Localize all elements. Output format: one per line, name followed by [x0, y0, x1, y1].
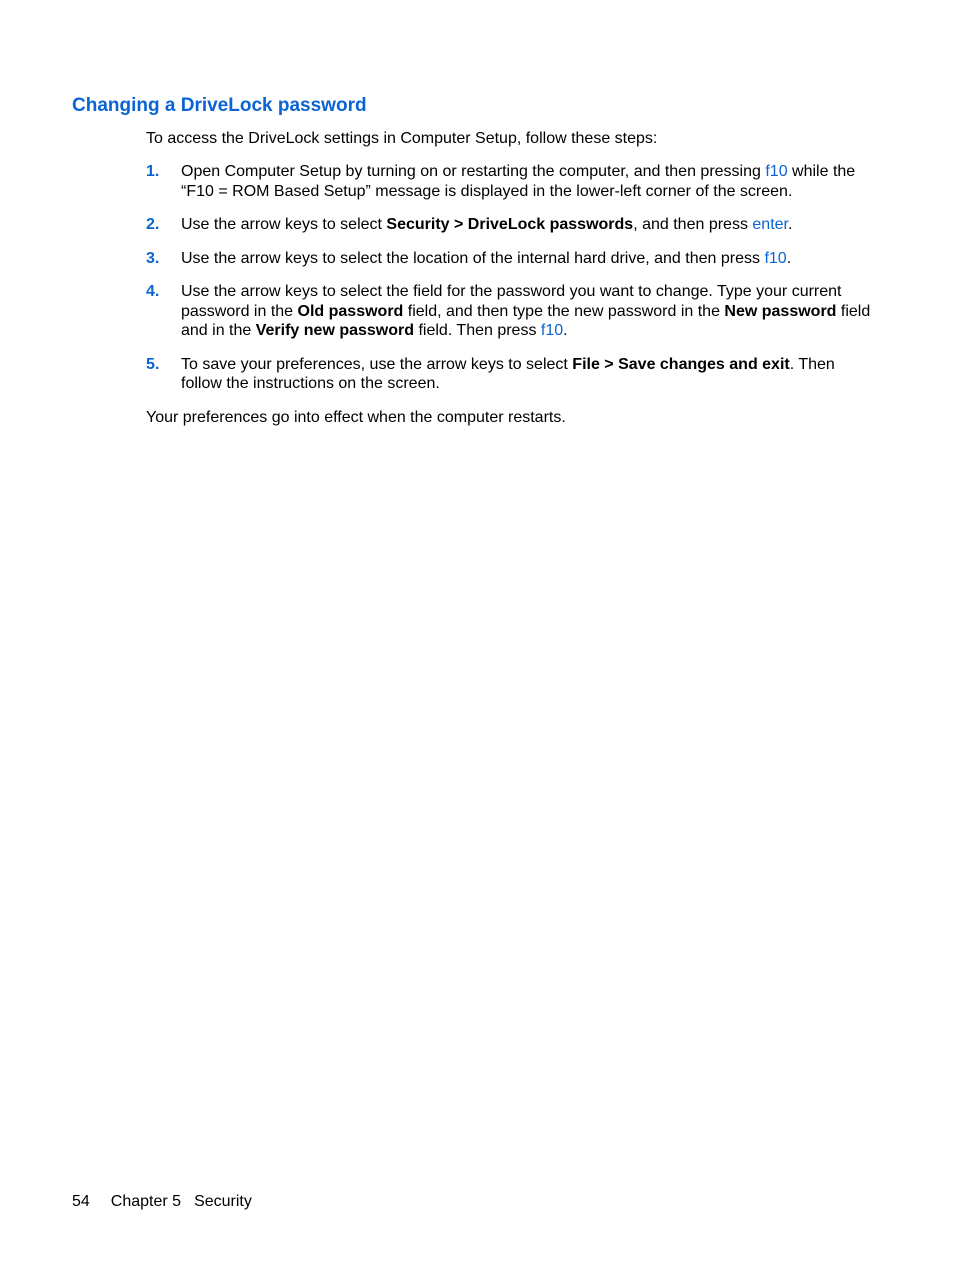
step-text: , and then press: [633, 216, 753, 233]
step-text: To save your preferences, use the arrow keys to select: [181, 355, 573, 373]
page-footer: [72, 1192, 252, 1212]
steps-list: [146, 162, 876, 408]
step-text: .: [787, 216, 793, 233]
menu-path-text: Old password: [297, 302, 404, 320]
key-name: enter: [752, 216, 788, 233]
section-heading: Changing a DriveLock password: [72, 95, 367, 116]
step-item: [146, 355, 876, 394]
step-number: 3.: [146, 249, 160, 267]
chapter-label: Chapter 5: [110, 1193, 182, 1210]
key-name: f10: [765, 163, 788, 180]
step-text: while the “F10 = ROM Based Setup” message is displayed in the lower-left corner of the screen.: [181, 163, 856, 200]
step-text: .: [786, 249, 792, 267]
step-item: [146, 215, 876, 235]
intro-paragraph: To access the DriveLock settings in Computer Setup, follow these steps:: [146, 130, 658, 147]
key-name: f10: [764, 249, 787, 267]
step-text: .: [563, 322, 568, 339]
step-item: [146, 162, 876, 201]
menu-path-text: Verify new password: [255, 322, 415, 339]
key-name: f10: [540, 322, 564, 339]
step-item: [146, 282, 876, 341]
step-text: Open Computer Setup by turning on or restarting the computer, and then pressing: [181, 163, 766, 180]
menu-path-text: Security > DriveLock passwords: [386, 216, 634, 233]
step-text: Use the arrow keys to select the location of the internal hard drive, and then press: [181, 249, 765, 267]
page-number: 54: [72, 1193, 90, 1210]
step-item: [146, 249, 876, 269]
step-number: 1.: [146, 163, 160, 180]
step-text: field and in the: [181, 302, 871, 339]
chapter-title: Security: [194, 1193, 252, 1210]
step-text: Use the arrow keys to select the field for the password you want to change. Type your current password in the: [181, 283, 842, 320]
step-number: 5.: [146, 355, 160, 373]
step-number: 4.: [146, 283, 160, 300]
menu-path-text: File > Save changes and exit: [572, 355, 790, 373]
step-text: field. Then press: [414, 322, 541, 339]
closing-paragraph: Your preferences go into effect when the computer restarts.: [146, 409, 566, 426]
step-number: 2.: [146, 216, 160, 233]
step-text: Use the arrow keys to select: [181, 216, 387, 233]
step-text: . Then follow the instructions on the screen.: [181, 355, 835, 392]
step-text: field, and then type the new password in the: [403, 302, 725, 320]
menu-path-text: New password: [724, 302, 837, 320]
